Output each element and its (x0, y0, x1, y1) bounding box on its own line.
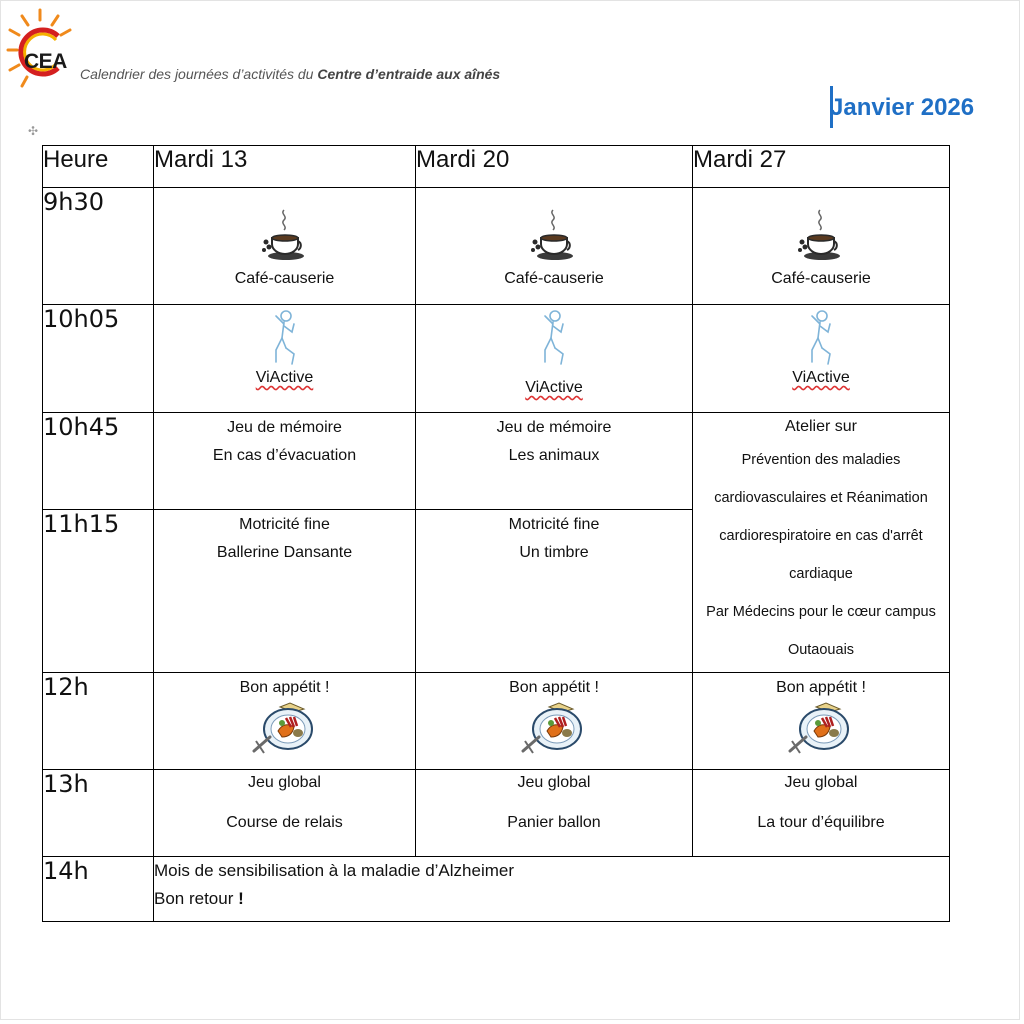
activity-title: Jeu global (517, 774, 591, 791)
row-10h05 (43, 305, 950, 413)
notice-line: Mois de sensibilisation à la maladie d’Alzheimer (154, 861, 515, 880)
column-header-hour: Heure (43, 146, 154, 188)
column-header-day: Mardi 13 (154, 146, 416, 188)
activity-cell (416, 413, 693, 510)
activity-cell (154, 188, 416, 305)
page-subtitle: Calendrier des journées d’activités du Centre d’entraide aux aînés (80, 66, 501, 82)
activity-title: Jeu de mémoire (227, 419, 342, 436)
activity-cell (693, 305, 950, 413)
activity-cell (416, 305, 693, 413)
hour-label: 13h (43, 770, 154, 857)
activity-cell (416, 188, 693, 305)
notice-cell (154, 857, 950, 922)
plate-of-food-icon (693, 701, 949, 759)
hour-label: 10h45 (43, 413, 154, 510)
hour-label: 11h15 (43, 510, 154, 673)
row-14h (43, 857, 950, 922)
activity-label: ViActive (525, 379, 583, 396)
activity-cell (154, 510, 416, 673)
activity-detail: Ballerine Dansante (216, 543, 353, 561)
dancing-person-icon (154, 309, 415, 365)
plate-of-food-icon (154, 701, 415, 759)
activity-cell (693, 770, 950, 857)
atelier-line: Outaouais (787, 642, 855, 658)
coffee-cup-icon (693, 208, 949, 262)
hour-label: 14h (43, 857, 154, 922)
activity-label: Café-causerie (504, 270, 604, 287)
row-13h (43, 770, 950, 857)
activity-cell (416, 510, 693, 673)
activity-detail: Course de relais (226, 813, 343, 831)
activity-label: Bon appétit ! (509, 679, 599, 696)
activity-cell (154, 305, 416, 413)
atelier-line: cardiovasculaires et Réanimation (714, 490, 928, 506)
row-10h45 (43, 413, 950, 510)
atelier-line: Prévention des maladies (741, 452, 901, 468)
table-move-handle-icon[interactable]: ✣ (28, 124, 39, 138)
atelier-line: cardiaque (789, 566, 853, 582)
activity-calendar-table (42, 145, 950, 922)
header-row (43, 146, 950, 188)
atelier-line: Par Médecins pour le cœur campus (706, 604, 936, 620)
activity-cell (154, 413, 416, 510)
logo-text: CEA (24, 50, 67, 73)
coffee-cup-icon (416, 208, 692, 262)
activity-title: Jeu global (784, 774, 858, 791)
activity-label: Café-causerie (234, 270, 335, 287)
month-title: Janvier 2026 (830, 94, 975, 121)
activity-title: Motricité fine (239, 516, 330, 533)
dancing-person-icon (693, 309, 949, 365)
row-12h (43, 673, 950, 770)
atelier-title: Atelier sur (784, 418, 858, 435)
activity-label: ViActive (792, 369, 850, 386)
activity-detail: Un timbre (519, 543, 589, 561)
atelier-cell (693, 413, 950, 673)
row-9h30 (43, 188, 950, 305)
dancing-person-icon (416, 309, 692, 365)
activity-detail: En cas d’évacuation (212, 446, 357, 464)
activity-title: Motricité fine (508, 516, 600, 533)
activity-title: Jeu global (248, 774, 321, 791)
column-header-day: Mardi 20 (416, 146, 693, 188)
activity-cell (693, 673, 950, 770)
activity-detail: La tour d’équilibre (757, 813, 885, 831)
plate-of-food-icon (416, 701, 692, 759)
activity-detail: Panier ballon (507, 813, 601, 831)
notice-exclamation: ! (238, 889, 244, 908)
coffee-cup-icon (154, 208, 415, 262)
hour-label: 12h (43, 673, 154, 770)
notice-line: Bon retour (154, 889, 239, 908)
activity-cell (154, 770, 416, 857)
activity-cell (693, 188, 950, 305)
activity-label: Café-causerie (771, 270, 871, 287)
activity-detail: Les animaux (508, 446, 600, 464)
atelier-line: cardiorespiratoire en cas d'arrêt (719, 528, 923, 544)
activity-cell (154, 673, 416, 770)
activity-cell (416, 673, 693, 770)
column-header-day: Mardi 27 (693, 146, 950, 188)
hour-label: 10h05 (43, 305, 154, 413)
activity-label: ViActive (255, 369, 314, 386)
hour-label: 9h30 (43, 188, 154, 305)
activity-label: Bon appétit ! (776, 679, 866, 696)
activity-title: Jeu de mémoire (496, 419, 612, 436)
activity-cell (416, 770, 693, 857)
activity-label: Bon appétit ! (239, 679, 330, 696)
